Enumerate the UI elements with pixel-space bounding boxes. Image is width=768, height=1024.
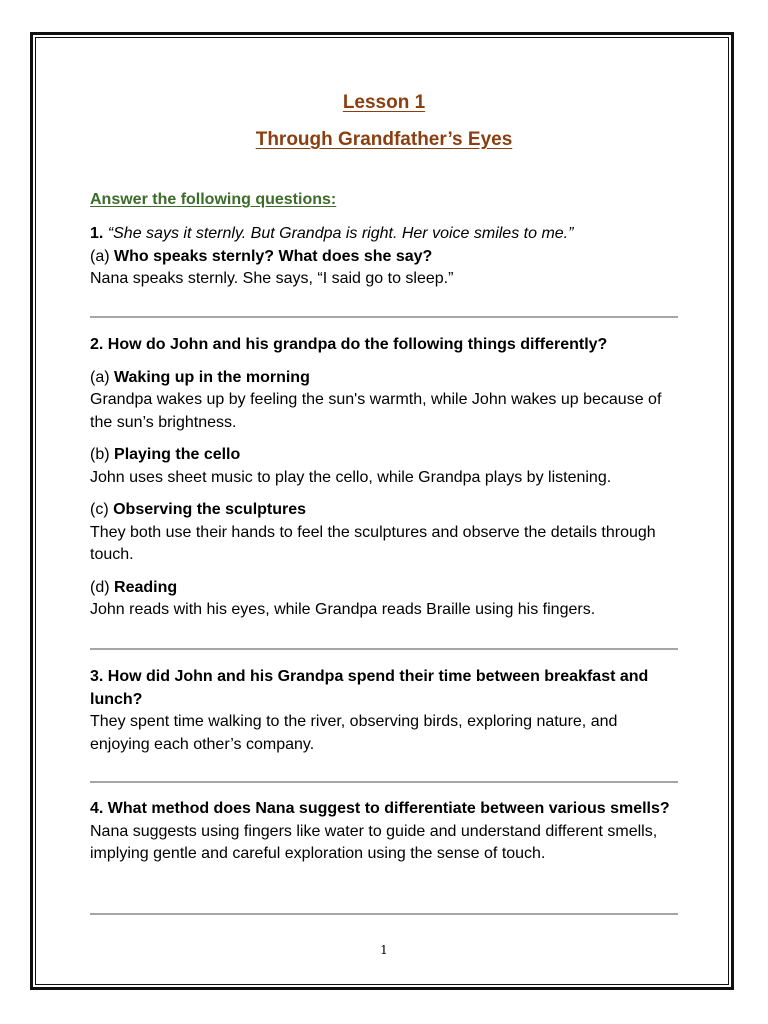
q2-part-label: Reading [114,578,178,596]
q2-part-answer: They both use their hands to feel the sculptures and observe the details through touch. [90,523,656,563]
instructions-heading: Answer the following questions: [90,191,337,208]
question-3 [90,666,680,756]
separator-2 [90,648,678,650]
page-number: 1 [380,943,388,957]
q2-part-label: Playing the cello [114,446,241,463]
lesson-label: Lesson 1 [342,92,426,113]
q1-quote: “She says it sternly. But Grandpa is right. Her voice smiles to me.” [107,225,574,242]
q3-question: 3. How did John and his Grandpa spend their time between breakfast and lunch? [90,668,649,708]
q2-part-answer: Grandpa wakes up by feeling the sun's warmth, while John wakes up because of the sun’s brightness. [90,391,662,431]
lesson-title: Through Grandfather’s Eyes [255,129,513,150]
q2-question: 2. How do John and his grandpa do the following things differently? [90,336,608,353]
q2-part-prefix: (d) [90,578,110,596]
q2-part-answer: John reads with his eyes, while Grandpa reads Braille using his fingers. [90,601,596,618]
q3-answer: They spent time walking to the river, observing birds, exploring nature, and enjoying each other’s company. [90,713,618,753]
separator-4 [90,913,678,915]
q2-part-d [90,577,680,622]
q2-part-prefix: (a) [90,368,110,386]
q2-part-prefix: (b) [90,446,110,463]
q2-part-label: Observing the sculptures [113,501,307,518]
q2-part-a [90,367,680,435]
q2-part-answer: John uses sheet music to play the cello, while Grandpa plays by listening. [90,468,612,486]
q2-part-label: Waking up in the morning [114,368,310,386]
q1-sub-question: Who speaks sternly? What does she say? [114,247,433,265]
q2-part-b [90,444,680,489]
question-2 [90,334,680,622]
q4-question: 4. What method does Nana suggest to differentiate between various smells? [90,800,670,817]
separator-3 [90,781,678,783]
q2-part-prefix: (c) [90,501,109,518]
q2-part-c [90,499,680,567]
q4-answer: Nana suggests using fingers like water to guide and understand different smells, implying gentle and careful exploration using the sense of touch. [90,822,658,862]
question-4 [90,798,680,866]
separator-1 [90,316,678,318]
q1-answer: Nana speaks sternly. She says, “I said go to sleep.” [90,270,454,287]
q1-number: 1. [90,225,104,242]
q1-sub-prefix: (a) [90,247,110,265]
question-1 [90,223,680,291]
